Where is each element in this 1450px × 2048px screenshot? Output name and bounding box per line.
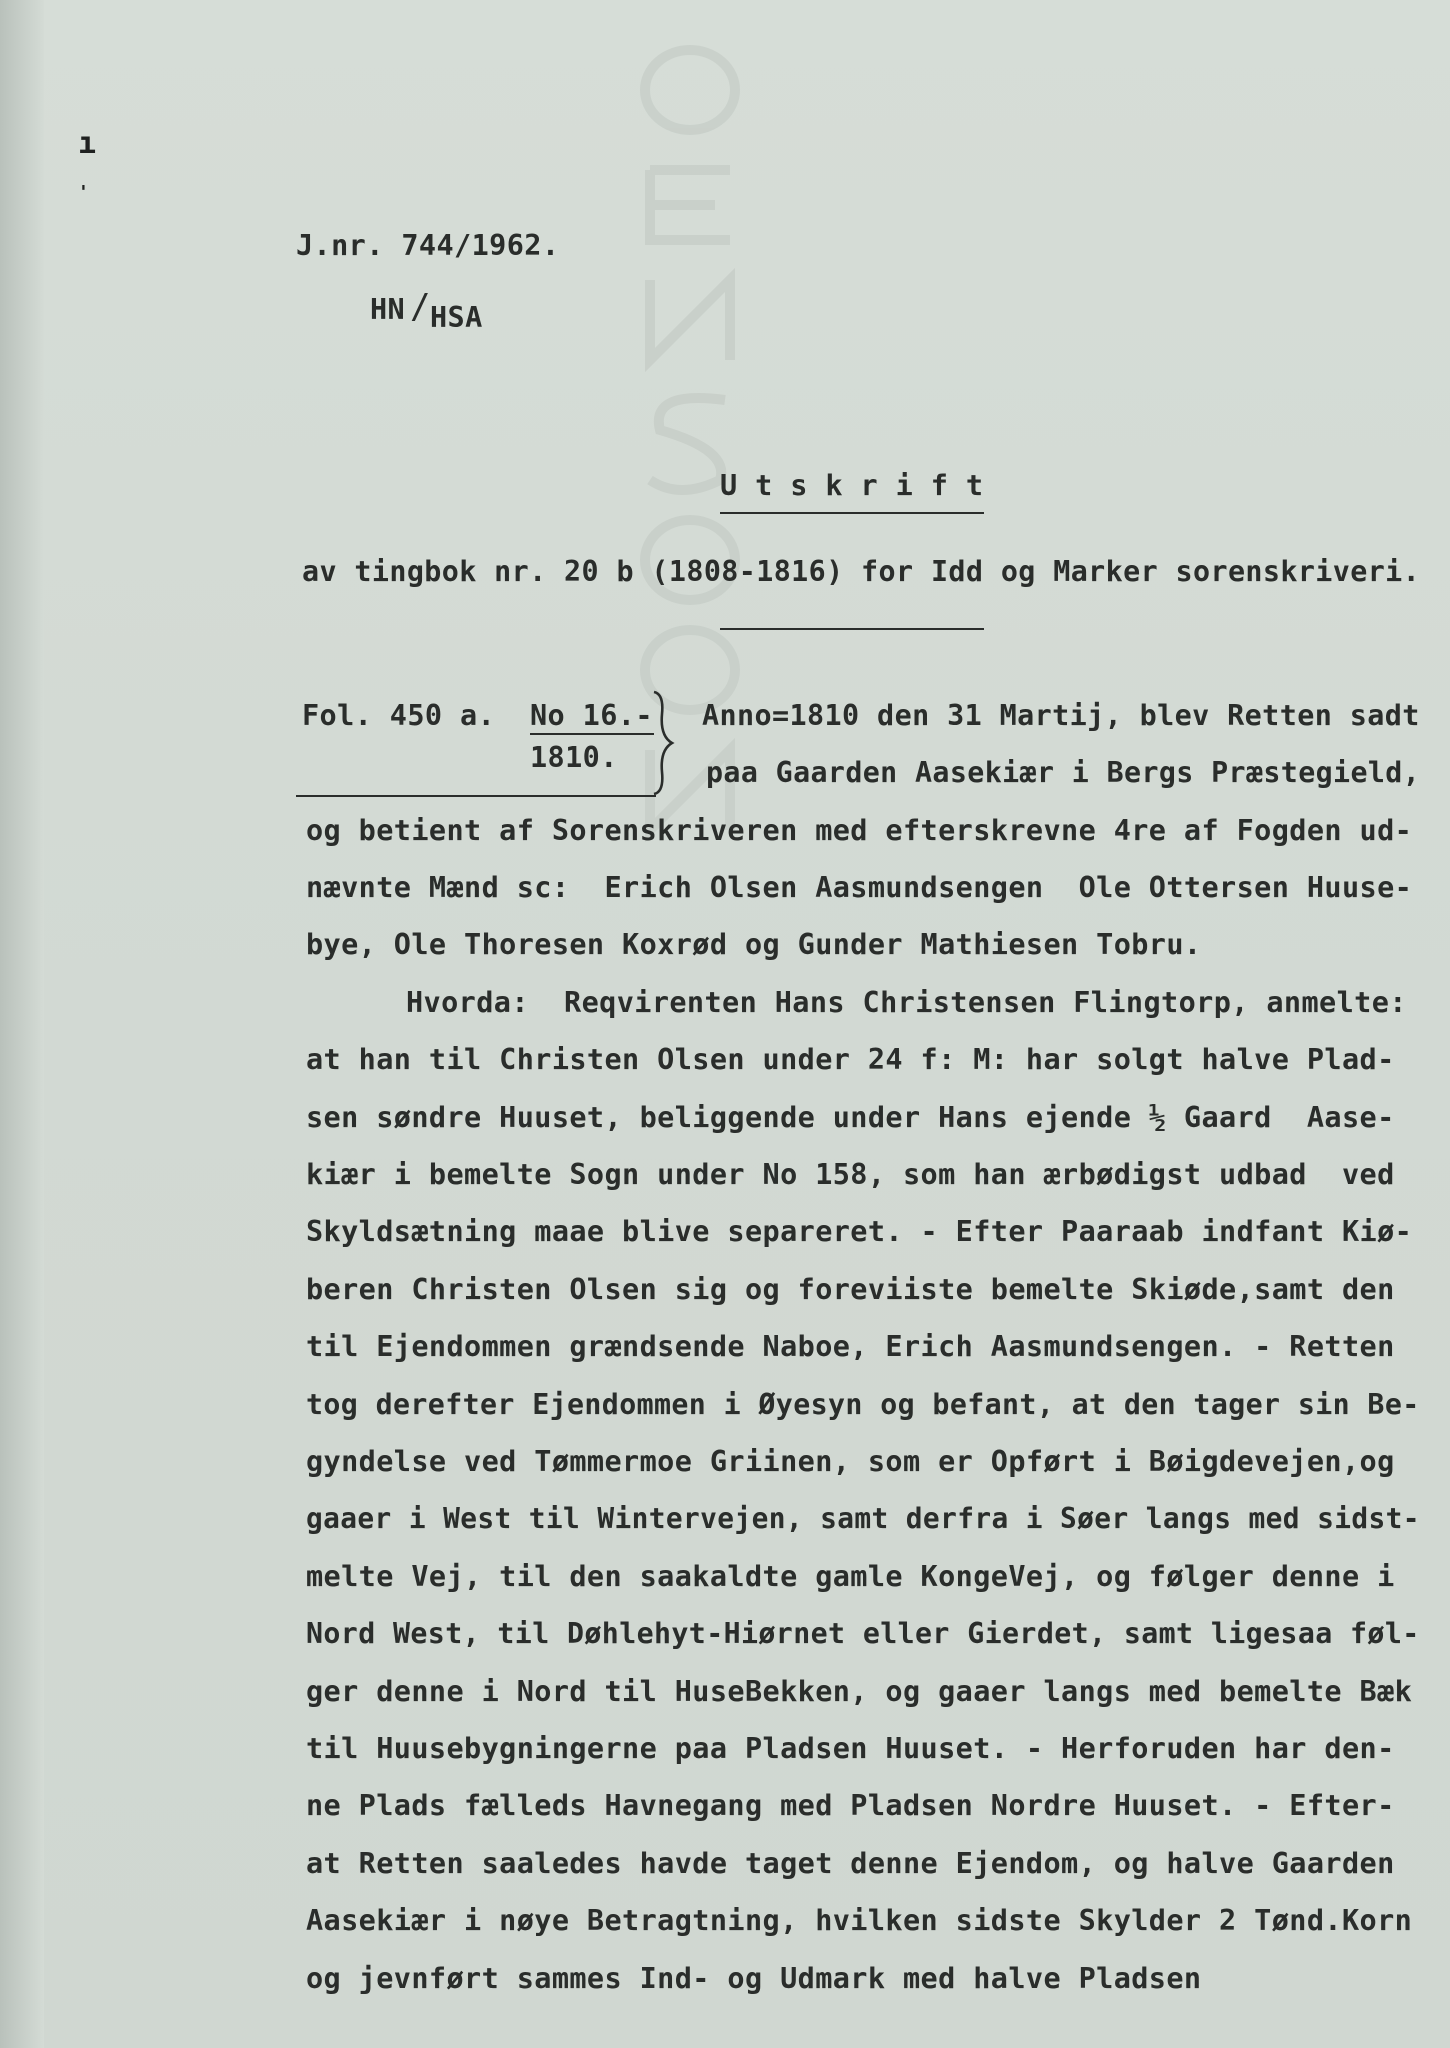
entry-year: 1810. bbox=[530, 741, 618, 774]
text-line: til Huusebygningerne paa Pladsen Huuset. - Herforuden har den- bbox=[306, 1732, 1395, 1765]
entry-number: No 16.- bbox=[530, 699, 653, 732]
text-line: og jevnført sammes Ind- og Udmark med halve Pladsen bbox=[306, 1962, 1202, 1995]
folio-reference: Fol. 450 a. bbox=[302, 699, 496, 732]
entry-number-underline bbox=[530, 733, 654, 735]
initials-slash: / bbox=[410, 287, 431, 327]
text-line: Nord West, til Døhlehyt-Hiørnet eller Gierdet, samt ligesaa føl- bbox=[306, 1617, 1420, 1650]
document-title: U t s k r i f t bbox=[720, 469, 984, 502]
title-underline bbox=[720, 512, 984, 514]
journal-number: J.nr. 744/1962. bbox=[296, 229, 560, 262]
text-line: nævnte Mænd sc: Erich Olsen Aasmundsengen Ole Ottersen Huuse- bbox=[306, 871, 1413, 904]
text-line: Skyldsætning maae blive separeret. - Efter Paaraab indfant Kiø- bbox=[306, 1215, 1413, 1248]
text-line: bye, Ole Thoresen Koxrød og Gunder Mathiesen Tobru. bbox=[306, 928, 1202, 961]
subtitle-rule bbox=[720, 628, 984, 630]
text-line: til Ejendommen grændsende Naboe, Erich Aasmundsengen. - Retten bbox=[306, 1330, 1395, 1363]
text-line: ger denne i Nord til HuseBekken, og gaaer langs med bemelte Bæk bbox=[306, 1675, 1413, 1708]
text-line: og betient af Sorenskriveren med efterskrevne 4re af Fogden ud- bbox=[306, 814, 1413, 847]
text-line: kiær i bemelte Sogn under No 158, som han ærbødigst udbad ved bbox=[306, 1158, 1395, 1191]
text-line: ne Plads fælleds Havnegang med Pladsen Nordre Huuset. - Efter- bbox=[306, 1789, 1395, 1822]
margin-mark: ı bbox=[78, 126, 97, 161]
brace-mark bbox=[650, 688, 676, 798]
text-line: sen søndre Huuset, beliggende under Hans ejende ½ Gaard Aase- bbox=[306, 1101, 1395, 1134]
text-line: gyndelse ved Tømmermoe Griinen, som er Opført i Bøigdevejen,og bbox=[306, 1445, 1395, 1478]
text-line: Anno=1810 den 31 Martij, blev Retten sadt bbox=[702, 699, 1420, 732]
text-line: melte Vej, til den saakaldte gamle KongeVej, og følger denne i bbox=[306, 1560, 1395, 1593]
margin-mark: ' bbox=[78, 182, 89, 203]
entry-rule bbox=[296, 795, 656, 797]
text-line: paa Gaarden Aasekiær i Bergs Præstegield, bbox=[706, 756, 1421, 789]
text-line: gaaer i West til Wintervejen, samt derfra i Søer langs med sidst- bbox=[306, 1502, 1420, 1535]
initials-lower: HSA bbox=[430, 301, 483, 334]
text-line: at Retten saaledes havde taget denne Ejendom, og halve Gaarden bbox=[306, 1847, 1395, 1880]
text-line: beren Christen Olsen sig og foreviiste bemelte Skiøde,samt den bbox=[306, 1273, 1395, 1306]
initials-upper: HN bbox=[370, 293, 406, 326]
document-subtitle: av tingbok nr. 20 b (1808-1816) for Idd og Marker sorenskriveri. bbox=[302, 555, 1421, 588]
text-line: Hvorda: Reqvirenten Hans Christensen Flingtorp, anmelte: bbox=[406, 986, 1407, 1019]
page-binding-edge bbox=[0, 0, 44, 2048]
text-line: tog derefter Ejendommen i Øyesyn og befant, at den tager sin Be- bbox=[306, 1388, 1420, 1421]
text-line: Aasekiær i nøye Betragtning, hvilken sidste Skylder 2 Tønd.Korn bbox=[306, 1904, 1413, 1937]
text-line: at han til Christen Olsen under 24 f: M: har solgt halve Plad- bbox=[306, 1043, 1395, 1076]
